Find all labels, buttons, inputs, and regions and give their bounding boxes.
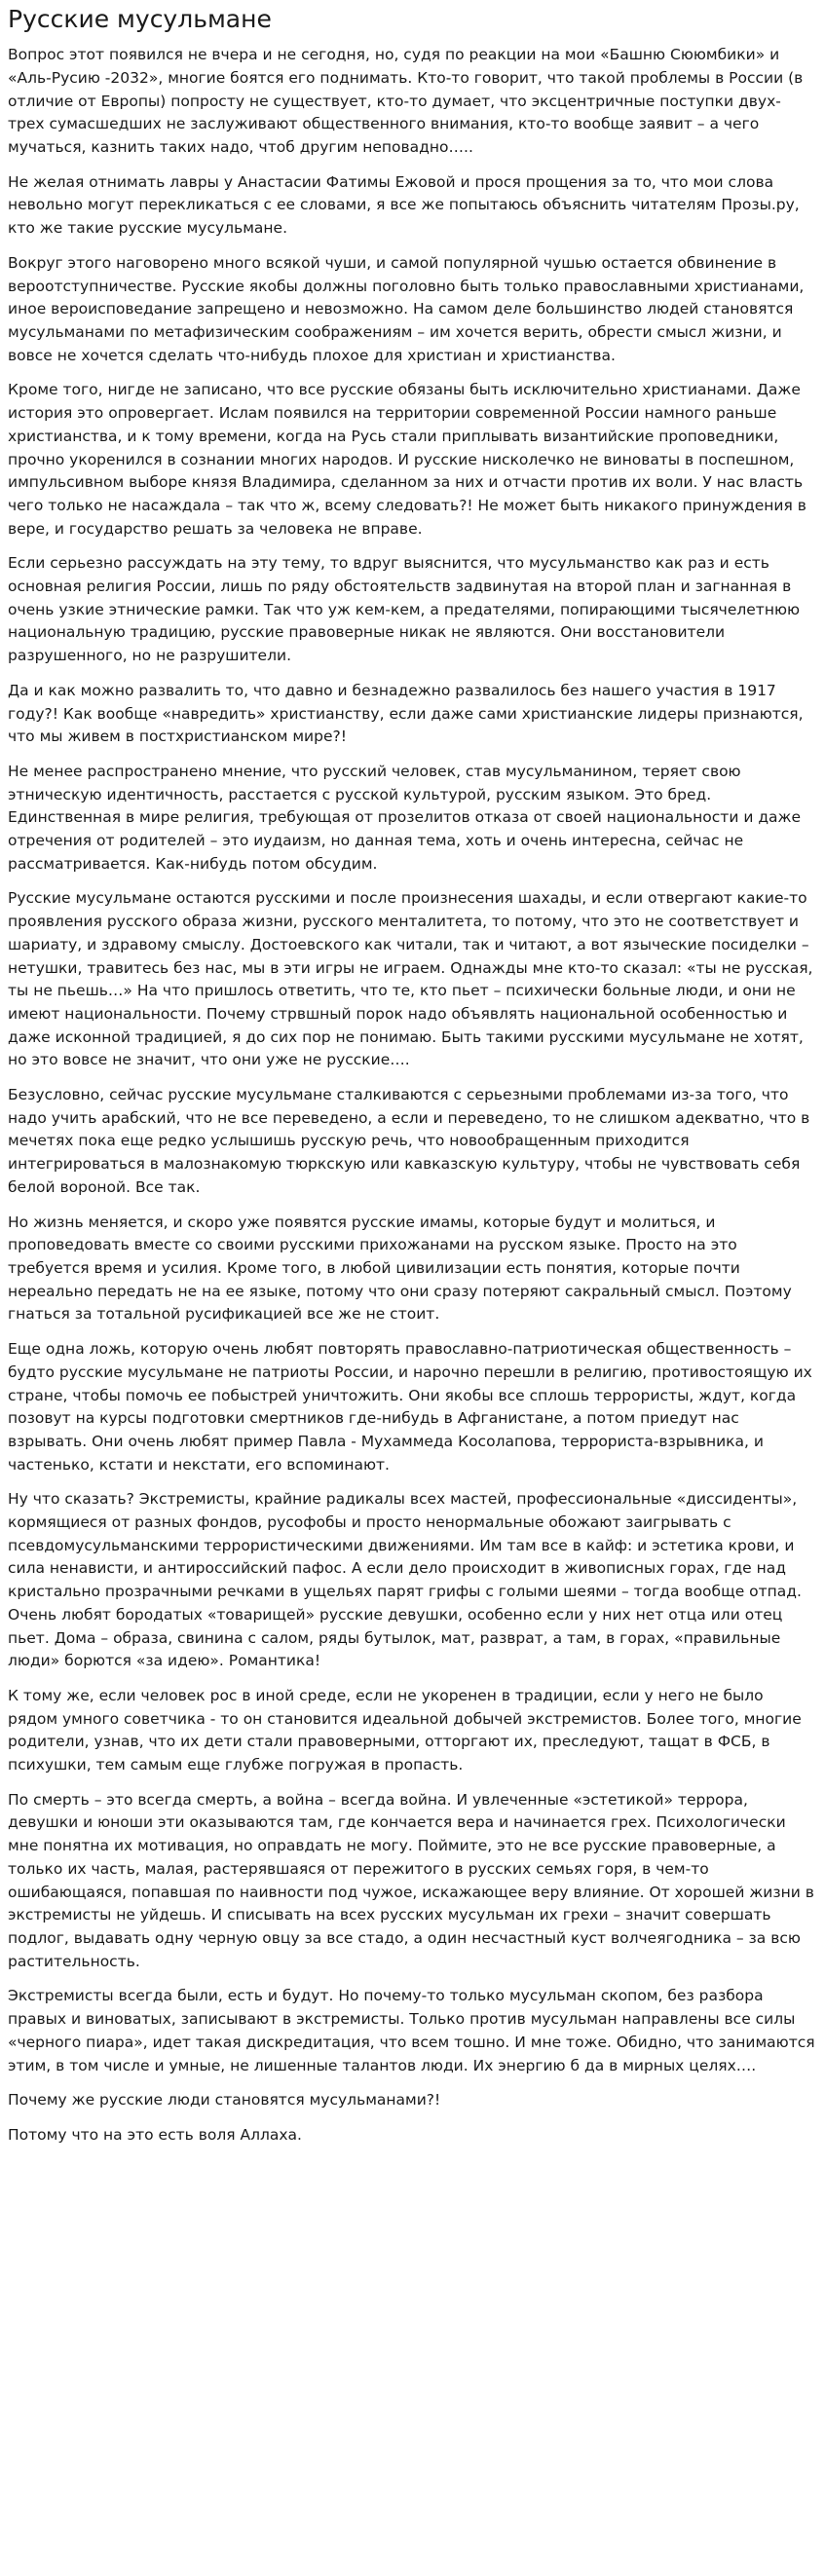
article-paragraph: Ну что сказать? Экстремисты, крайние радикалы всех мастей, профессиональные «диссиденты», кормящиеся от разных фондов, русофобы и просто ненормальные обожают заигрывать с псевдомусульманскими террористическими движениями. Им там все в кайф: и эстетика крови, и сила ненависти, и антироссийский пафос. А если дело происходит в живописных горах, где над кристально прозрачными речками в ущельях парят грифы с голыми шеями – тогда вообще отпад. Очень любят бородатых «товарищей» русские девушки, особенно если у них нет отца или отец пьет. Дома – образа, свинина с салом, ряды бутылок, мат, разврат, а там, в горах, «правильные люди» борются «за идею». Романтика! xyxy=(8,1490,802,1670)
article-paragraph: Кроме того, нигде не записано, что все русские обязаны быть исключительно христианами. Даже история это опровергает. Ислам появился на территории современной России намного раньше христианства, и к тому времени, когда на Русь стали приплывать византийские проповедники, прочно укоренился в сознании многих народов. И русские нисколечко не виноваты в поспешном, импульсивном выборе князя Владимира, сделанном за них и отчасти против их воли. У нас власть чего только не насаждала – так что ж, всему следовать?! Не может быть никакого принуждения в вере, и государство решать за человека не вправе. xyxy=(8,381,806,538)
article-paragraph: Не желая отнимать лавры у Анастасии Фатимы Ежовой и прося прощения за то, что мои слова невольно могут перекликаться с ее словами, я все же попытаюсь объяснить читателям Прозы.ру, кто же такие русские мусульмане. xyxy=(8,172,800,238)
article-body xyxy=(8,44,817,2147)
article-paragraph: Если серьезно рассуждать на эту тему, то вдруг выяснится, что мусульманство как раз и есть основная религия России, лишь по ряду обстоятельств задвинутая на второй план и загнанная в очень узкие этнические рамки. Так что уж кем-кем, а предателями, попирающими тысячелетнюю национальную традицию, русские правоверные никак не являются. Они восстановители разрушенного, но не разрушители. xyxy=(8,554,801,665)
article-paragraph: Экстремисты всегда были, есть и будут. Но почему-то только мусульман скопом, без разбора правых и виноватых, записывают в экстремисты. Только против мусульман направлены все силы «черного пиара», идет такая дискредитация, что всем тошно. И мне тоже. Обидно, что занимаются этим, в том числе и умные, не лишенные талантов люди. Их энергию б да в мирных целях…. xyxy=(8,1987,815,2074)
article-paragraph: К тому же, если человек рос в иной среде, если не укоренен в традиции, если у него не было рядом умного советчика - то он становится идеальной добычей экстремистов. Более того, многие родители, узнав, что их дети стали правоверными, отторгают их, преследуют, тащат в ФСБ, в психушки, тем самым еще глубже погружая в пропасть. xyxy=(8,1686,802,1774)
article-paragraph: Вокруг этого наговорено много всякой чуши, и самой популярной чушью остается обвинение в вероотступничестве. Русские якобы должны поголовно быть только православными христианами, иное вероисповедание запрещено и невозможно. На самом деле большинство людей становятся мусульманами по метафизическим соображениям – им хочется верить, обрести смысл жизни, и вовсе не хочется сделать что-нибудь плохое для христиан и христианства. xyxy=(8,253,805,364)
article-paragraph: Потому что на это есть воля Аллаха. xyxy=(8,2125,302,2144)
article-paragraph: Почему же русские люди становятся мусульманами?! xyxy=(8,2091,441,2109)
article-paragraph: Безусловно, сейчас русские мусульмане сталкиваются с серьезными проблемами из-за того, что надо учить арабский, что не все переведено, а если и переведено, то не слишком адекватно, что в мечетях пока еще редко услышишь русскую речь, что новообращенным приходится интегрироваться в малознакомую тюркскую или кавказскую культуру, чтобы не чувствовать себя белой вороной. Все так. xyxy=(8,1086,810,1196)
article-paragraph: Но жизнь меняется, и скоро уже появятся русские имамы, которые будут и молиться, и проповедовать вместе со своими русскими прихожанами на русском языке. Просто на это требуется время и усилия. Кроме того, в любой цивилизации есть понятия, которые почти нереально передать не на ее языке, потому что они сразу потеряют сакральный смысл. Поэтому гнаться за тотальной русификацией все же не стоит. xyxy=(8,1213,792,1324)
article-paragraph: Еще одна ложь, которую очень любят повторять православно-патриотическая общественность – будто русские мусульмане не патриоты России, и нарочно перешли в религию, противостоящую их стране, чтобы помочь ее побыстрей уничтожить. Они якобы все сплошь террористы, ждут, когда позовут на курсы подготовки смертников где-нибудь в Афганистане, а потом приедут нас взрывать. Они очень любят пример Павла - Мухаммеда Косолапова, террориста-взрывника, и частенько, кстати и некстати, его вспоминают. xyxy=(8,1340,812,1474)
article-paragraph: По смерть – это всегда смерть, а война – всегда война. И увлеченные «эстетикой» террора, девушки и юноши эти оказываются там, где кончается вера и начинается грех. Психологически мне понятна их мотивация, но оправдать не могу. Поймите, это не все русские правоверные, а только их часть, малая, растерявшаяся от пережитого в русских семьях горя, в чем-то ошибающаяся, попавшая по наивности под чужое, искажающее веру влияние. От хорошей жизни в экстремисты не уйдешь. И списывать на всех русских мусульман их грехи – значит совершать подлог, выдавать одну черную овцу за все стадо, а один несчастный куст волчеягодника – за всю растительность. xyxy=(8,1790,814,1970)
article-paragraph: Вопрос этот появился не вчера и не сегодня, но, судя по реакции на мои «Башню Сююмбики» и «Аль-Русию -2032», многие боятся его поднимать. Кто-то говорит, что такой проблемы в России (в отличие от Европы) попросту не существует, кто-то думает, что эксцентричные поступки двух-трех сумасшедших не заслуживают общественного внимания, кто-то вообще заявит – а чего мучаться, казнить таких надо, чтоб другим неповадно….. xyxy=(8,46,804,157)
article-paragraph: Не менее распространено мнение, что русский человек, став мусульманином, теряет свою этническую идентичность, расстается с русской культурой, русским языком. Это бред. Единственная в мире религия, требующая от прозелитов отказа от своей национальности и даже отречения от родителей – это иудаизм, но данная тема, хоть и очень интересна, сейчас не рассматривается. Как-нибудь потом обсудим. xyxy=(8,762,802,873)
article-title: Русские мусульмане xyxy=(8,5,272,33)
article-paragraph: Да и как можно развалить то, что давно и безнадежно развалилось без нашего участия в 1917 году?! Как вообще «навредить» христианству, если даже сами христианские лидеры признаются, что мы живем в постхристианском мире?! xyxy=(8,681,804,746)
article-paragraph: Русские мусульмане остаются русскими и после произнесения шахады, и если отвергают какие-то проявления русского образа жизни, русского менталитета, то потому, что это не соответствует и шариату, и здравому смыслу. Достоевского как читали, так и читают, а вот языческие посиделки – нетушки, травитесь без нас, мы в эти игры не играем. Однажды мне кто-то сказал: «ты не русская, ты не пьешь…» На что пришлось ответить, что те, кто пьет – психически больные люди, и они не имеют национальности. Почему стрвшный порок надо объявлять национальной особенностью и даже исконной традицией, я до сих пор не понимаю. Быть такими русскими мусульмане не хотят, но это вовсе не значит, что они уже не русские…. xyxy=(8,889,813,1069)
